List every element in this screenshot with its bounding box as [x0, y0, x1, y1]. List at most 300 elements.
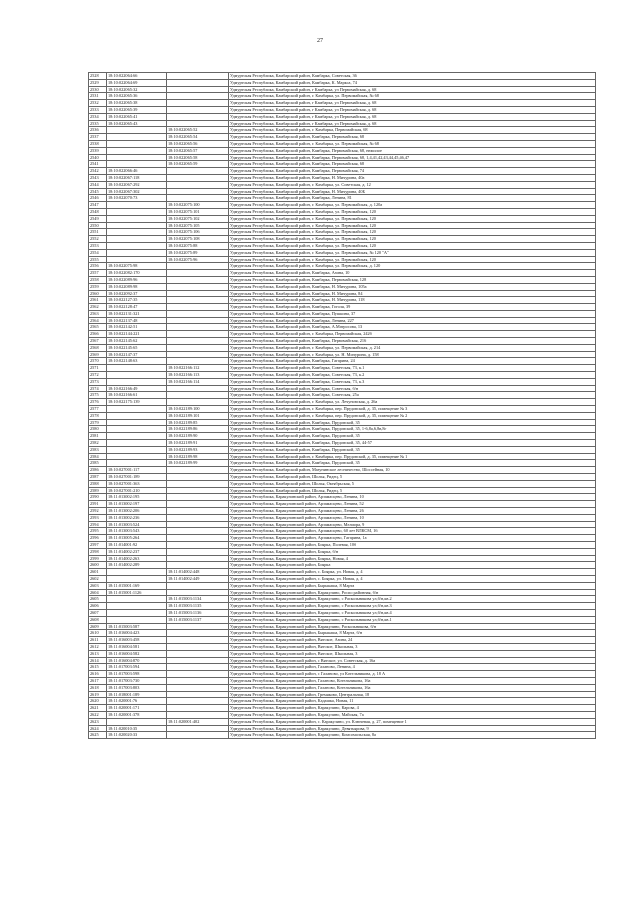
row-number: 2601 [89, 569, 107, 576]
address: Удмуртская Республика, Каракулинский район, Гремяково, Центральная, 18 [229, 691, 596, 698]
table-row [89, 535, 596, 542]
row-number: 2533 [89, 106, 107, 113]
land-cadastral-number: 18:11:013003:524 [107, 521, 167, 528]
row-number: 2615 [89, 664, 107, 671]
land-cadastral-number: 18:11:018001:189 [107, 691, 167, 698]
table-row [89, 93, 596, 100]
row-number: 2539 [89, 147, 107, 154]
building-cadastral-number: 18:10:022075:102 [167, 215, 229, 222]
table-row [89, 140, 596, 147]
land-cadastral-number: 18:10:022064:69 [107, 79, 167, 86]
table-row [89, 147, 596, 154]
building-cadastral-number [167, 324, 229, 331]
building-cadastral-number [167, 86, 229, 93]
table-row [89, 256, 596, 263]
address: Удмуртская Республика, Камбарский район, Камбарка, Советская, 25а [229, 392, 596, 399]
row-number: 2602 [89, 575, 107, 582]
row-number: 2598 [89, 548, 107, 555]
land-cadastral-number: 18:11:014002:263 [107, 555, 167, 562]
land-cadastral-number [107, 134, 167, 141]
address: Удмуртская Республика, Каракулинский район, Галаново, Котельникова, 16а [229, 684, 596, 691]
land-cadastral-number: 18:11:013005:264 [107, 535, 167, 542]
address: Удмуртская Республика, Камбарский район, г. Камбарка, ул. Первомайская, № 68 [229, 93, 596, 100]
building-cadastral-number: 18:11:015003:1136 [167, 609, 229, 616]
building-cadastral-number [167, 93, 229, 100]
row-number: 2588 [89, 480, 107, 487]
row-number: 2538 [89, 140, 107, 147]
table-row [89, 317, 596, 324]
table-row [89, 501, 596, 508]
address: Удмуртская Республика, Камбарский район, Камбарка, Н. Мичурина, 40Б [229, 188, 596, 195]
land-cadastral-number: 18:10:022064:66 [107, 73, 167, 80]
land-cadastral-number: 18:11:016003:458 [107, 637, 167, 644]
building-cadastral-number: 18:11:014002:449 [167, 575, 229, 582]
land-cadastral-number [107, 433, 167, 440]
land-cadastral-number: 18:10:022137:48 [107, 317, 167, 324]
land-cadastral-number: 18:10:022065:32 [107, 86, 167, 93]
land-cadastral-number: 18:10:022067:302 [107, 188, 167, 195]
table-row [89, 188, 596, 195]
table-row [89, 215, 596, 222]
row-number: 2542 [89, 168, 107, 175]
row-number: 2537 [89, 134, 107, 141]
table-row [89, 508, 596, 515]
address: Удмуртская Республика, Каракулинский район, Галаново, Ленина, 4 [229, 664, 596, 671]
address: Удмуртская Республика, Камбарский район, г. Камбарка, ул. Первомайская, 120 [229, 215, 596, 222]
row-number: 2572 [89, 372, 107, 379]
address: Удмуртская Республика, Камбарский район, г. Камбарка, ул. Первомайская, д. 120 [229, 263, 596, 270]
address: Удмуртская Республика, Камбарский район, Шолья, Октябрьская, 5 [229, 480, 596, 487]
land-cadastral-number: 18:11:013002:195 [107, 494, 167, 501]
table-row [89, 304, 596, 311]
building-cadastral-number: 18:11:015003:1135 [167, 603, 229, 610]
land-cadastral-number: 18:10:027001:210 [107, 487, 167, 494]
table-row [89, 283, 596, 290]
building-cadastral-number [167, 351, 229, 358]
table-row [89, 338, 596, 345]
table-row [89, 351, 596, 358]
address: Удмуртская Республика, Камбарский район, г Камбарка, ул Первомайская, д. 68 [229, 106, 596, 113]
land-cadastral-number: 18:10:022065:39 [107, 106, 167, 113]
table-row [89, 426, 596, 433]
address: Удмуртская Республика, Каракулинский район, Боярка, Новая, 4 [229, 555, 596, 562]
land-cadastral-number: 18:10:022065:41 [107, 113, 167, 120]
row-number: 2551 [89, 229, 107, 236]
table-row [89, 596, 596, 603]
building-cadastral-number [167, 501, 229, 508]
address: Удмуртская Республика, Камбарский район, г Камбарка, ул Первомайская, д. 68 [229, 113, 596, 120]
row-number: 2570 [89, 358, 107, 365]
row-number: 2611 [89, 637, 107, 644]
building-cadastral-number [167, 310, 229, 317]
row-number: 2614 [89, 657, 107, 664]
address: Удмуртская Республика, Каракулинский район, Боярка, б/н [229, 548, 596, 555]
land-cadastral-number: 18:10:022147:37 [107, 351, 167, 358]
row-number: 2557 [89, 270, 107, 277]
address: Удмуртская Республика, Камбарский район, Мазунинское лесничество, Шоссейная, 10 [229, 467, 596, 474]
address: Удмуртская Республика, Каракулинский район, Вятское, Школьная, 3 [229, 643, 596, 650]
table-row [89, 657, 596, 664]
row-number: 2585 [89, 460, 107, 467]
building-cadastral-number [167, 630, 229, 637]
address: Удмуртская Республика, Камбарский район, Камбарка, Первомайская, 68 [229, 134, 596, 141]
building-cadastral-number [167, 514, 229, 521]
building-cadastral-number: 18:10:022065:54 [167, 134, 229, 141]
table-row [89, 575, 596, 582]
row-number: 2599 [89, 555, 107, 562]
land-cadastral-number: 18:11:013003:543 [107, 528, 167, 535]
land-cadastral-number [107, 609, 167, 616]
address: Удмуртская Республика, Каракулинский район, с. Боярка, ул. Новая, д. 4 [229, 569, 596, 576]
building-cadastral-number [167, 270, 229, 277]
building-cadastral-number [167, 623, 229, 630]
building-cadastral-number: 18:10:022189:85 [167, 419, 229, 426]
land-cadastral-number: 18:11:016004:423 [107, 630, 167, 637]
land-cadastral-number [107, 426, 167, 433]
building-cadastral-number [167, 711, 229, 718]
land-cadastral-number: 18:10:022166:49 [107, 385, 167, 392]
address: Удмуртская Республика, Камбарский район, г. Камбарка, ул. Первомайская, 120 [229, 236, 596, 243]
land-cadastral-number [107, 249, 167, 256]
address: Удмуртская Республика, Каракулинский район, Боярка, Полевая, 10б [229, 541, 596, 548]
address: Удмуртская Республика, Камбарский район, Камбарка, Советская, 73, к.1 [229, 365, 596, 372]
land-cadastral-number: 18:10:022066:46 [107, 168, 167, 175]
table-row [89, 514, 596, 521]
row-number: 2562 [89, 304, 107, 311]
land-cadastral-number [107, 446, 167, 453]
building-cadastral-number [167, 385, 229, 392]
address: Удмуртская Республика, Камбарский район, Камбарка, Первомайская, 216 [229, 338, 596, 345]
address: Удмуртская Республика, Камбарский район, г. Камбарка, ул. Первомайская, № 120 "А" [229, 249, 596, 256]
row-number: 2561 [89, 297, 107, 304]
land-cadastral-number: 18:10:022065:38 [107, 100, 167, 107]
row-number: 2597 [89, 541, 107, 548]
building-cadastral-number: 18:10:022166:112 [167, 365, 229, 372]
row-number: 2618 [89, 684, 107, 691]
address: Удмуртская Республика, Камбарский район, Камбарка, К. Маркса, 74 [229, 79, 596, 86]
building-cadastral-number: 18:10:022065:59 [167, 161, 229, 168]
address: Удмуртская Республика, Камбарский район, Камбарка, Советская, 73, к.2 [229, 372, 596, 379]
table-row [89, 406, 596, 413]
row-number: 2563 [89, 310, 107, 317]
land-cadastral-number: 18:10:022145:62 [107, 338, 167, 345]
row-number: 2578 [89, 412, 107, 419]
row-number: 2596 [89, 535, 107, 542]
address: Удмуртская Республика, Каракулинский район, Бырыкаша, 8 Марта, б/н [229, 630, 596, 637]
land-cadastral-number: 18:11:016004:870 [107, 657, 167, 664]
table-row [89, 242, 596, 249]
land-cadastral-number: 18:11:015001:1126 [107, 589, 167, 596]
row-number: 2567 [89, 338, 107, 345]
address: Удмуртская Республика, Камбарский район, Камбарка, Первомайская, 68, нежилое [229, 147, 596, 154]
building-cadastral-number [167, 732, 229, 739]
row-number: 2622 [89, 711, 107, 718]
table-row [89, 664, 596, 671]
table-row [89, 609, 596, 616]
row-number: 2584 [89, 453, 107, 460]
building-cadastral-number [167, 283, 229, 290]
land-cadastral-number: 18:10:027001:363 [107, 480, 167, 487]
table-row [89, 671, 596, 678]
building-cadastral-number: 18:10:022189:101 [167, 412, 229, 419]
building-cadastral-number: 18:10:022166:114 [167, 378, 229, 385]
land-cadastral-number: 18:10:022089:96 [107, 276, 167, 283]
building-cadastral-number [167, 528, 229, 535]
row-number: 2605 [89, 596, 107, 603]
building-cadastral-number: 18:10:022075:100 [167, 202, 229, 209]
table-row [89, 134, 596, 141]
row-number: 2565 [89, 324, 107, 331]
table-row [89, 344, 596, 351]
table-row [89, 623, 596, 630]
building-cadastral-number [167, 705, 229, 712]
address: Удмуртская Республика, Каракулинский район, Каракулино, с Раскольникова ул,б/н,кв.2 [229, 596, 596, 603]
table-row [89, 86, 596, 93]
row-number: 2612 [89, 643, 107, 650]
building-cadastral-number: 18:10:022189:100 [167, 406, 229, 413]
building-cadastral-number: 18:10:022075:89 [167, 249, 229, 256]
row-number: 2547 [89, 202, 107, 209]
land-cadastral-number [107, 616, 167, 623]
row-number: 2544 [89, 181, 107, 188]
table-row [89, 569, 596, 576]
building-cadastral-number [167, 494, 229, 501]
table-row [89, 73, 596, 80]
land-cadastral-number: 18:10:022070:73 [107, 195, 167, 202]
table-row [89, 263, 596, 270]
address: Удмуртская Республика, Камбарский район, г. Камбарка, пер. Прудовской, д. 35, помещение № 2 [229, 412, 596, 419]
table-row [89, 249, 596, 256]
row-number: 2603 [89, 582, 107, 589]
table-row [89, 446, 596, 453]
building-cadastral-number [167, 276, 229, 283]
row-number: 2606 [89, 603, 107, 610]
land-cadastral-number: 18:10:022148:63 [107, 358, 167, 365]
table-row [89, 528, 596, 535]
address: Удмуртская Республика, Камбарский район, Камбарка, Гагарина, 24 [229, 358, 596, 365]
table-row [89, 467, 596, 474]
row-number: 2583 [89, 446, 107, 453]
building-cadastral-number [167, 399, 229, 406]
row-number: 2586 [89, 467, 107, 474]
address: Удмуртская Республика, Каракулинский район, Каракулино, с Раскольникова ул,б/н,кв.3 [229, 603, 596, 610]
building-cadastral-number: 18:11:015003:1134 [167, 596, 229, 603]
land-cadastral-number: 18:11:014001:92 [107, 541, 167, 548]
land-cadastral-number: 18:10:022166:61 [107, 392, 167, 399]
address: Удмуртская Республика, Камбарский район, Камбарка, А.Матросова, 13 [229, 324, 596, 331]
row-number: 2576 [89, 399, 107, 406]
land-cadastral-number: 18:11:014002:289 [107, 562, 167, 569]
table-row [89, 684, 596, 691]
table-row [89, 637, 596, 644]
address: Удмуртская Республика, Каракулинский район, Вятское, Азина, 24 [229, 637, 596, 644]
page-number: 27 [317, 38, 323, 44]
row-number: 2617 [89, 677, 107, 684]
building-cadastral-number [167, 684, 229, 691]
address: Удмуртская Республика, Каракулинский район, Каракулино, Майская, 7а [229, 711, 596, 718]
address: Удмуртская Республика, Камбарский район, Камбарка, Гоголя, 39 [229, 304, 596, 311]
building-cadastral-number [167, 358, 229, 365]
land-cadastral-number: 18:11:017003:594 [107, 664, 167, 671]
table-row [89, 562, 596, 569]
building-cadastral-number [167, 304, 229, 311]
building-cadastral-number: 18:10:022189:86 [167, 426, 229, 433]
address: Удмуртская Республика, Каракулинский район, Арзамасцево, Ленина, 10 [229, 514, 596, 521]
land-cadastral-number: 18:10:022142:51 [107, 324, 167, 331]
land-cadastral-number [107, 569, 167, 576]
table-row [89, 440, 596, 447]
table-row [89, 358, 596, 365]
address: Удмуртская Республика, Камбарский район, г Камбарка, ул Первомайская, д. 68 [229, 120, 596, 127]
land-cadastral-number: 18:11:017003:730 [107, 677, 167, 684]
table-row [89, 541, 596, 548]
building-cadastral-number [167, 671, 229, 678]
address: Удмуртская Республика, Камбарский район, Камбарка, Ленина, 81 [229, 195, 596, 202]
building-cadastral-number: 18:10:022065:52 [167, 127, 229, 134]
building-cadastral-number [167, 290, 229, 297]
address: Удмуртская Республика, Камбарский район, г. Камбарка, Первомайская, 68 [229, 127, 596, 134]
table-row [89, 195, 596, 202]
land-cadastral-number: 18:10:022089:98 [107, 283, 167, 290]
address: Удмуртская Республика, Каракулинский район, Галаново, Котельникова, 16а [229, 677, 596, 684]
row-number: 2556 [89, 263, 107, 270]
row-number: 2543 [89, 174, 107, 181]
row-number: 2529 [89, 79, 107, 86]
address: Удмуртская Республика, Камбарский район, г. Камбарка, ул. Лечуновская, д. 26а [229, 399, 596, 406]
land-cadastral-number [107, 215, 167, 222]
address: Удмуртская Республика, Каракулинский район, с. Боярка, ул. Новая, д. 4 [229, 575, 596, 582]
building-cadastral-number: 18:10:022075:88 [167, 242, 229, 249]
table-row [89, 202, 596, 209]
row-number: 2582 [89, 440, 107, 447]
land-cadastral-number: 18:10:027001:189 [107, 474, 167, 481]
address: Удмуртская Республика, Камбарский район, Камбарка, Н. Мичурина, 105а [229, 283, 596, 290]
row-number: 2610 [89, 630, 107, 637]
address: Удмуртская Республика, Камбарский район, Шолья, Ридец, 5 [229, 487, 596, 494]
address: Удмуртская Республика, Каракулинский район, Каракулино, Девятьярова, 9 [229, 725, 596, 732]
table-row [89, 392, 596, 399]
address: Удмуртская Республика, Камбарский район, г. Камбарка, Первомайская, 242б [229, 331, 596, 338]
address: Удмуртская Республика, Камбарский район, г Камбарка, ул Первомайская, д. 68 [229, 86, 596, 93]
land-cadastral-number: 18:11:015003:587 [107, 623, 167, 630]
register-rows [89, 73, 596, 739]
building-cadastral-number: 18:10:022065:56 [167, 140, 229, 147]
building-cadastral-number [167, 487, 229, 494]
table-row [89, 236, 596, 243]
address: Удмуртская Республика, Камбарский район, г. Камбарка, ул. Первомайская, 120 [229, 222, 596, 229]
table-row [89, 270, 596, 277]
table-row [89, 229, 596, 236]
building-cadastral-number [167, 725, 229, 732]
address: Удмуртская Республика, Каракулинский район, Арзамасцево, Гагарина, 1а [229, 535, 596, 542]
row-number: 2531 [89, 93, 107, 100]
land-cadastral-number: 18:10:022092:37 [107, 290, 167, 297]
building-cadastral-number [167, 331, 229, 338]
row-number: 2589 [89, 487, 107, 494]
table-row [89, 419, 596, 426]
building-cadastral-number [167, 73, 229, 80]
address: Удмуртская Республика, Камбарский район, Камбарка, Прудовской, 35 [229, 433, 596, 440]
row-number: 2607 [89, 609, 107, 616]
land-cadastral-number [107, 229, 167, 236]
address: Удмуртская Республика, Камбарский район, г. Камбарка, ул. Первомайская, № 68 [229, 140, 596, 147]
row-number: 2552 [89, 236, 107, 243]
land-cadastral-number: 18:10:022065:36 [107, 93, 167, 100]
building-cadastral-number: 18:11:014002:448 [167, 569, 229, 576]
row-number: 2613 [89, 650, 107, 657]
land-cadastral-number: 18:10:022065:43 [107, 120, 167, 127]
address: Удмуртская Республика, Каракулинский район, Каракулино, Карова, 4 [229, 705, 596, 712]
table-row [89, 460, 596, 467]
address: Удмуртская Республика, Каракулинский район, Каракулино, с Раскольникова ул,б/н,кв.1 [229, 616, 596, 623]
building-cadastral-number: 18:11:020001:402 [167, 718, 229, 725]
address: Удмуртская Республика, Каракулинский район, Арзамасцево, Мелиора, 9 [229, 521, 596, 528]
land-cadastral-number [107, 419, 167, 426]
building-cadastral-number: 18:10:022189:91 [167, 440, 229, 447]
address: Удмуртская Республика, Каракулинский район, Арзамасцево, Ленина, 10 [229, 494, 596, 501]
table-row [89, 378, 596, 385]
land-cadastral-number: 18:11:015001:169 [107, 582, 167, 589]
address: Удмуртская Республика, Камбарский район, г Камбарка, ул Первомайская, д. 68 [229, 100, 596, 107]
address: Удмуртская Республика, Камбарский район, Камбарка, Пушкина, 37 [229, 310, 596, 317]
land-cadastral-number [107, 242, 167, 249]
row-number: 2532 [89, 100, 107, 107]
row-number: 2573 [89, 378, 107, 385]
row-number: 2604 [89, 589, 107, 596]
building-cadastral-number: 18:10:022065:57 [167, 147, 229, 154]
table-row [89, 385, 596, 392]
table-row [89, 127, 596, 134]
table-row [89, 365, 596, 372]
row-number: 2559 [89, 283, 107, 290]
row-number: 2577 [89, 406, 107, 413]
building-cadastral-number [167, 508, 229, 515]
land-cadastral-number: 18:11:020010:35 [107, 725, 167, 732]
row-number: 2566 [89, 331, 107, 338]
row-number: 2621 [89, 705, 107, 712]
building-cadastral-number [167, 174, 229, 181]
table-row [89, 582, 596, 589]
address: Удмуртская Республика, Камбарский район, г. Камбарка, пер. Прудовской, д. 35, помещение № 1 [229, 453, 596, 460]
row-number: 2569 [89, 351, 107, 358]
land-cadastral-number: 18:10:022082:170 [107, 270, 167, 277]
land-cadastral-number [107, 718, 167, 725]
building-cadastral-number [167, 562, 229, 569]
table-row [89, 174, 596, 181]
building-cadastral-number [167, 297, 229, 304]
table-row [89, 331, 596, 338]
row-number: 2558 [89, 276, 107, 283]
table-row [89, 120, 596, 127]
row-number: 2568 [89, 344, 107, 351]
address: Удмуртская Республика, Камбарский район, Камбарка, Первомайская, 68, 1,4,41,42,43,44,45,46,47 [229, 154, 596, 161]
building-cadastral-number: 18:10:022065:58 [167, 154, 229, 161]
table-row [89, 154, 596, 161]
building-cadastral-number [167, 344, 229, 351]
address: Удмуртская Республика, Камбарский район, Камбарка, Прудовской, 35 [229, 419, 596, 426]
building-cadastral-number [167, 541, 229, 548]
table-row [89, 399, 596, 406]
table-row [89, 79, 596, 86]
row-number: 2609 [89, 623, 107, 630]
address: Удмуртская Республика, Камбарский район, Камбарка, Советская, 36 [229, 73, 596, 80]
address: Удмуртская Республика, Камбарский район, г. Камбарка, ул. Первомайская, 120 [229, 208, 596, 215]
row-number: 2554 [89, 249, 107, 256]
address: Удмуртская Республика, Камбарский район, Камбарка, Н. Мичурина, 118 [229, 297, 596, 304]
land-cadastral-number: 18:11:017003:803 [107, 684, 167, 691]
land-cadastral-number: 18:10:022075:98 [107, 263, 167, 270]
table-row [89, 521, 596, 528]
